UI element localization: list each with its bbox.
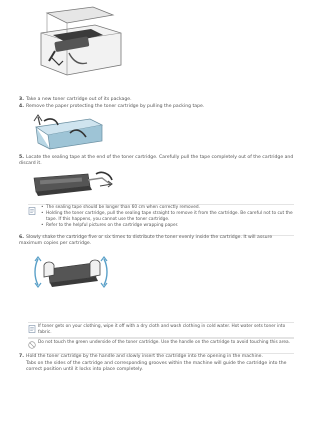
note-box (28, 204, 294, 236)
step-text: Take a new toner cartridge out of its package. (26, 97, 132, 102)
note-item: • Holding the toner cartridge, pull the sealing tape straight to remove it from the cartridge. Be careful not to cut the tape. If this happens, you cannot use the toner cartridge. (46, 211, 294, 223)
step-text: Hold the toner cartridge by the handle and slowly insert the cartridge into the opening in the machine. (26, 354, 263, 359)
note-list (28, 205, 294, 229)
note-icon (28, 207, 36, 215)
sealing-tape-figure (30, 170, 115, 200)
printer-open-figure (33, 5, 128, 85)
caution-icon (28, 341, 36, 349)
note-icon (28, 325, 36, 333)
step-4 (19, 104, 295, 110)
step-6 (19, 235, 295, 247)
note-box (28, 322, 294, 338)
remove-packing-figure (30, 113, 110, 155)
step-text: Slowly shake the cartridge five or six times to distribute the toner evenly inside the cartridge. It will assure maximum copies per cartridge. (19, 235, 273, 247)
note-item: • Refer to the helpful pictures on the cartridge wrapping paper. (46, 223, 294, 229)
note-text: If toner gets on your clothing, wipe it off with a dry cloth and wash clothing in cold water. Hot water sets toner into fabric. (38, 324, 286, 335)
step-3 (19, 97, 295, 103)
step-5 (19, 155, 295, 167)
step-number: 3. (19, 97, 24, 102)
step-number: 6. (19, 235, 24, 240)
step-number: 4. (19, 104, 24, 109)
step-detail-text: Tabs on the sides of the cartridge and corresponding grooves within the machine will guide the cartridge into the correct position until it locks into place completely. (26, 361, 287, 373)
caution-box (28, 338, 294, 354)
step-7-detail (26, 361, 292, 373)
step-number: 7. (19, 354, 24, 359)
step-number: 5. (19, 155, 24, 160)
shake-cartridge-figure (30, 255, 110, 297)
step-text: Locate the sealing tape at the end of the toner cartridge. Carefully pull the tape completely out of the cartridge and discard it. (19, 155, 294, 167)
note-item: • The sealing tape should be longer than 60 cm when correctly removed. (46, 205, 294, 211)
step-7 (19, 354, 295, 360)
step-text: Remove the paper protecting the toner cartridge by pulling the packing tape. (26, 104, 205, 109)
caution-text: Do not touch the green underside of the toner cartridge. Use the handle on the cartridge to avoid touching this area. (38, 340, 291, 345)
